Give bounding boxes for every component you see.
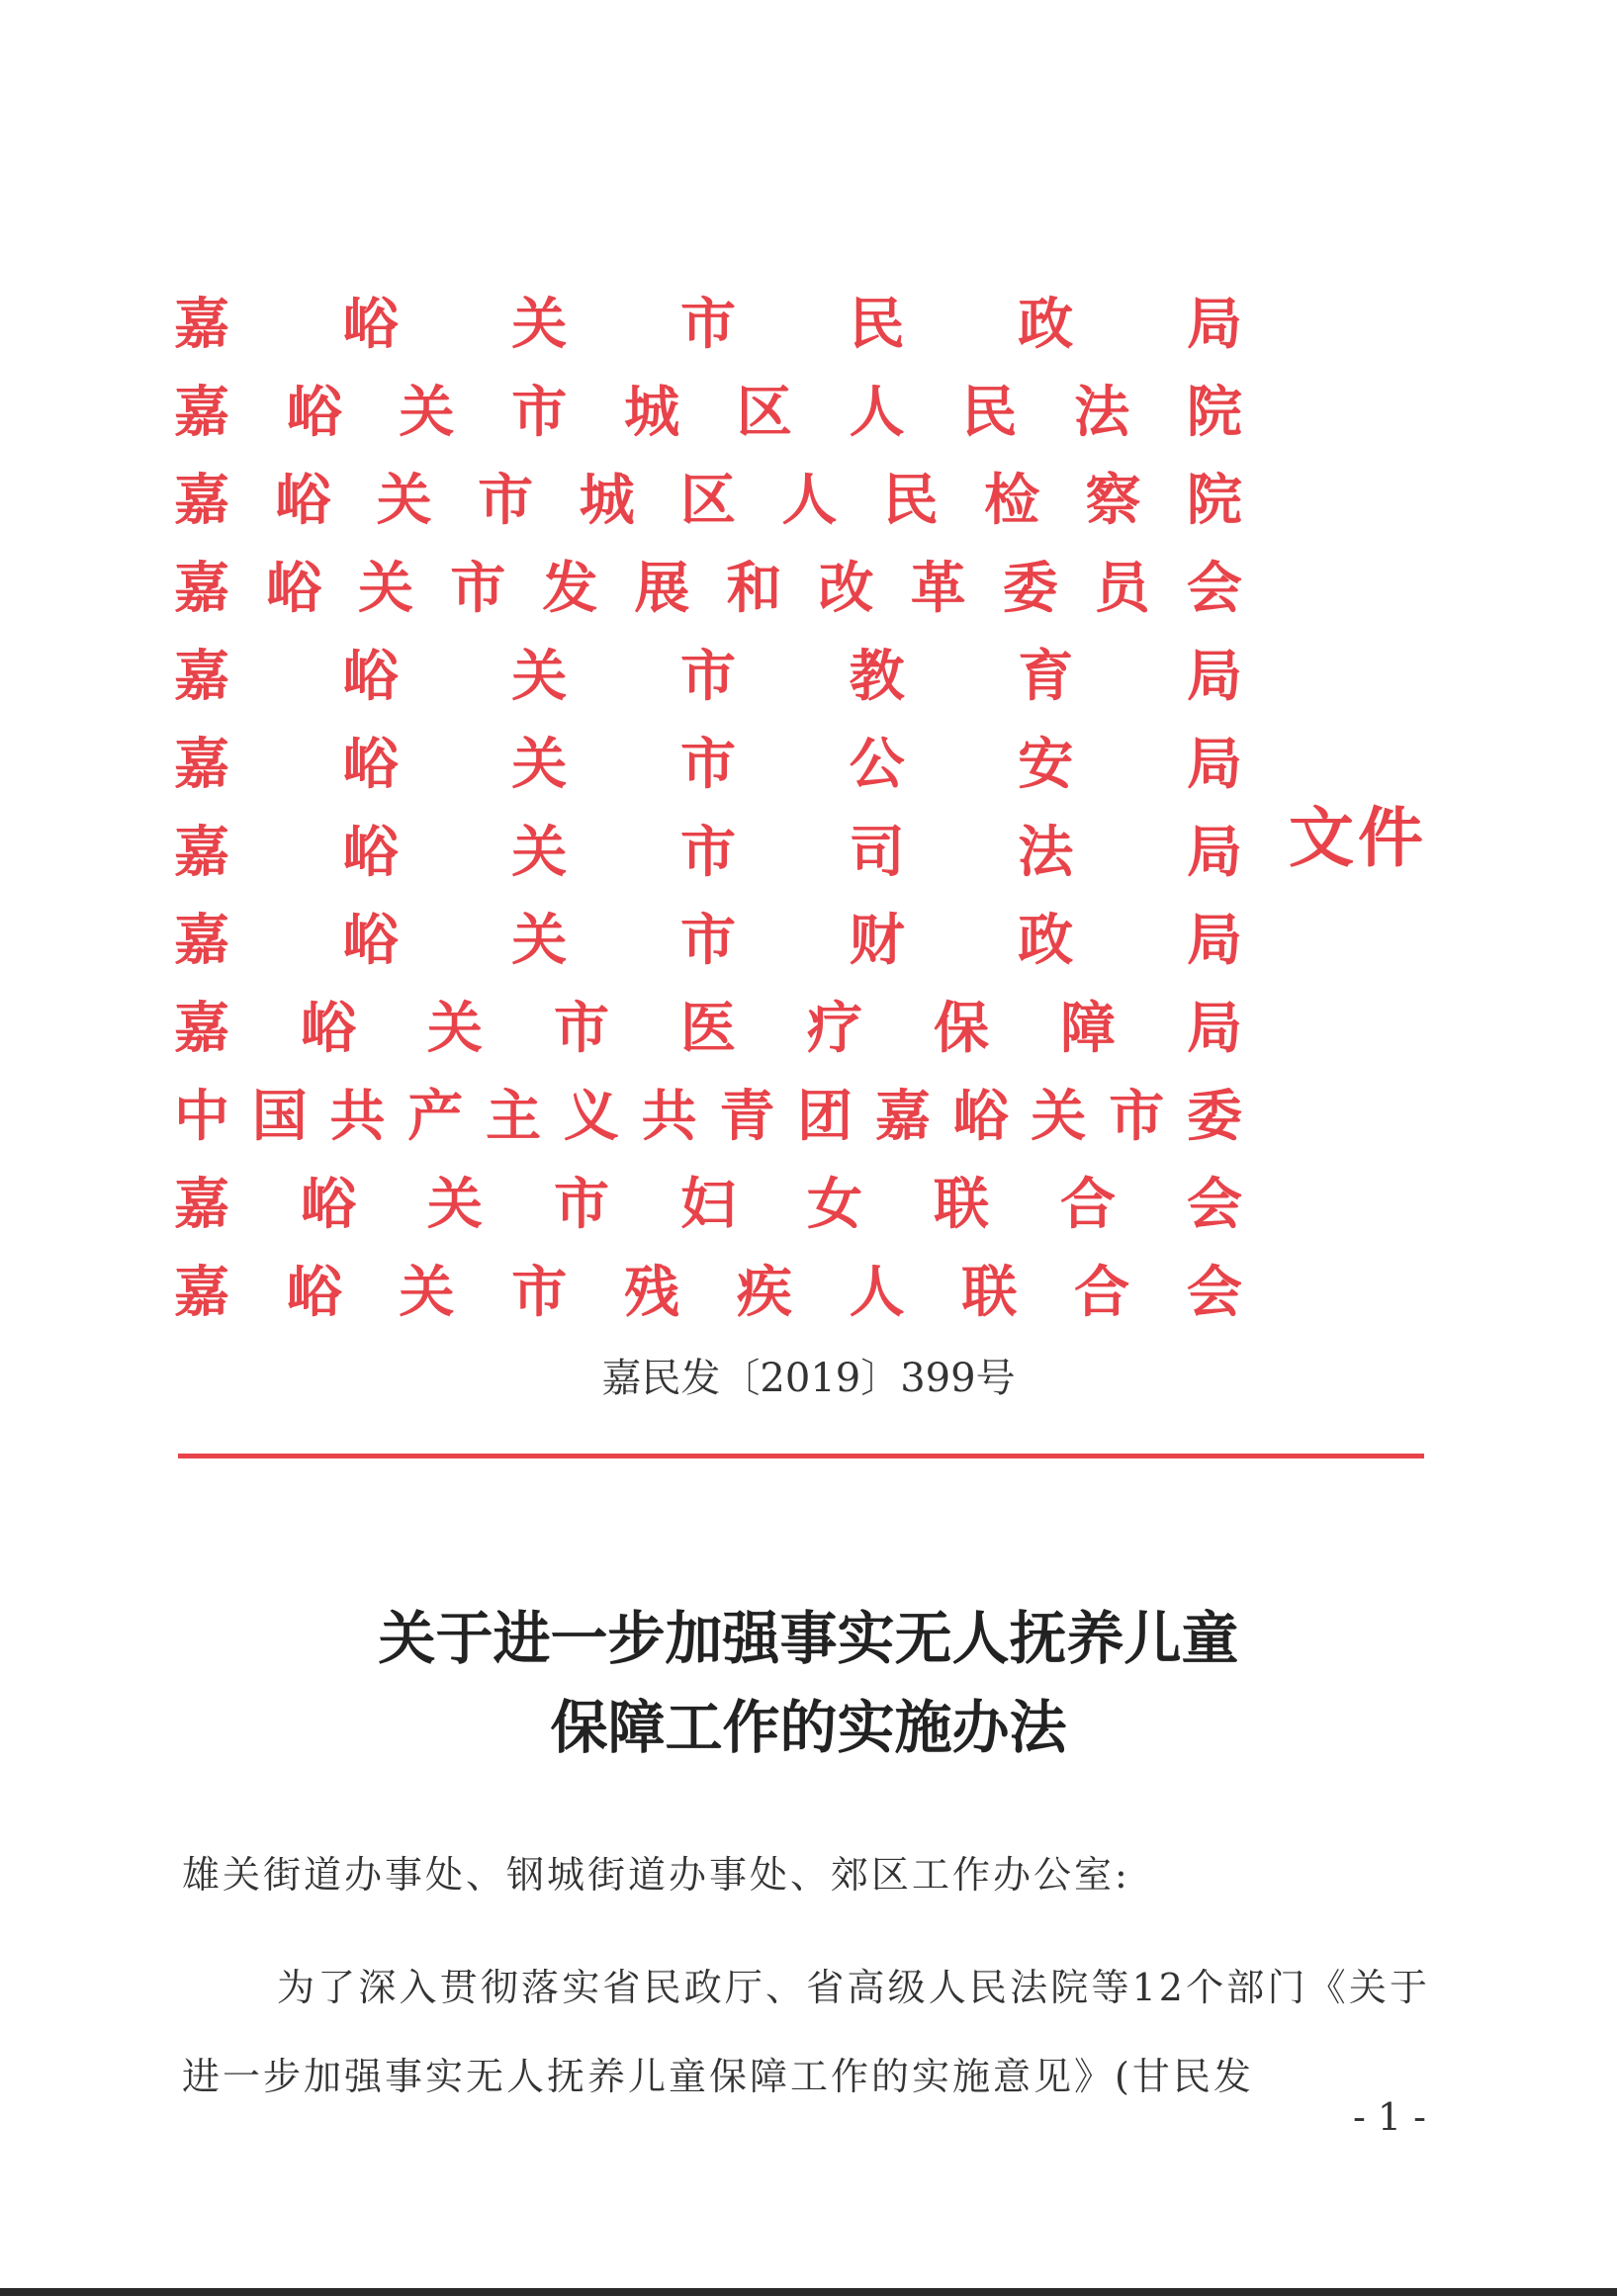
org-char: 市 [511, 1259, 568, 1325]
org-char: 院 [1186, 467, 1242, 533]
org-char: 嘉 [174, 467, 229, 533]
org-char: 人 [849, 379, 905, 445]
org-line [174, 368, 1242, 456]
org-char: 峪 [342, 819, 399, 885]
org-char: 嘉 [174, 291, 229, 357]
org-line [174, 280, 1242, 368]
org-char: 委 [1002, 555, 1058, 621]
org-char: 检 [984, 467, 1040, 533]
org-char: 峪 [286, 379, 342, 445]
org-char: 疾 [736, 1259, 792, 1325]
org-char: 局 [1186, 643, 1242, 709]
org-char: 市 [679, 731, 736, 797]
org-char: 察 [1085, 467, 1141, 533]
org-char: 民 [961, 379, 1018, 445]
org-char: 妇 [680, 1171, 736, 1237]
org-char: 峪 [342, 643, 399, 709]
org-char: 员 [1094, 555, 1150, 621]
org-char: 关 [399, 379, 455, 445]
document-number: 嘉民发〔2019〕399号 [601, 1356, 1016, 1401]
org-char: 人 [849, 1259, 905, 1325]
org-char: 关 [1031, 1083, 1087, 1149]
org-char: 峪 [301, 995, 356, 1061]
org-char: 市 [450, 555, 506, 621]
org-char: 女 [807, 1171, 862, 1237]
org-char: 政 [1018, 907, 1074, 973]
org-char: 障 [1060, 995, 1116, 1061]
org-char: 关 [511, 731, 568, 797]
org-char: 会 [1186, 555, 1242, 621]
org-char: 合 [1060, 1171, 1116, 1237]
org-char: 产 [407, 1083, 464, 1149]
org-char: 嘉 [874, 1083, 931, 1149]
org-line [174, 1072, 1242, 1160]
org-char: 峪 [301, 1171, 356, 1237]
org-char: 局 [1186, 291, 1242, 357]
org-char: 关 [376, 467, 432, 533]
org-char: 疗 [807, 995, 862, 1061]
org-char: 嘉 [174, 731, 229, 797]
org-char: 青 [719, 1083, 775, 1149]
org-char: 医 [680, 995, 736, 1061]
org-line [174, 808, 1242, 896]
org-char: 城 [579, 467, 635, 533]
org-char: 峪 [266, 555, 322, 621]
org-char: 区 [736, 379, 792, 445]
org-line [174, 632, 1242, 720]
org-char: 改 [818, 555, 874, 621]
org-char: 联 [934, 1171, 989, 1237]
org-char: 嘉 [174, 1259, 229, 1325]
org-char: 委 [1186, 1083, 1242, 1149]
org-char: 嘉 [174, 379, 229, 445]
org-char: 市 [478, 467, 534, 533]
org-char: 保 [934, 995, 989, 1061]
org-char: 人 [781, 467, 838, 533]
org-char: 局 [1186, 907, 1242, 973]
org-char: 嘉 [174, 907, 229, 973]
org-char: 国 [251, 1083, 308, 1149]
org-char: 教 [849, 643, 905, 709]
org-char: 关 [511, 291, 568, 357]
org-char: 区 [679, 467, 736, 533]
org-char: 市 [679, 907, 736, 973]
org-char: 司 [849, 819, 905, 885]
org-char: 共 [329, 1083, 386, 1149]
salutation: 雄关街道办事处、钢城街道办事处、郊区工作办公室: [182, 1853, 1130, 1897]
org-line [174, 1160, 1242, 1248]
org-char: 关 [511, 907, 568, 973]
org-line [174, 456, 1242, 544]
org-char: 关 [427, 1171, 483, 1237]
org-char: 合 [1074, 1259, 1130, 1325]
org-char: 局 [1186, 731, 1242, 797]
document-title [0, 1594, 1617, 1772]
org-char: 会 [1187, 1171, 1242, 1237]
org-char: 会 [1186, 1259, 1242, 1325]
org-char: 法 [1074, 379, 1130, 445]
body-paragraph: 为了深入贯彻落实省民政厅、省高级人民法院等12个部门《关于进一步加强事实无人抚养儿童保障工作的实施意见》(甘民发 [182, 1966, 1430, 2098]
org-char: 峪 [275, 467, 331, 533]
org-char: 市 [554, 995, 609, 1061]
org-char: 育 [1018, 643, 1074, 709]
org-char: 市 [511, 379, 568, 445]
org-char: 峪 [286, 1259, 342, 1325]
org-char: 关 [358, 555, 414, 621]
org-char: 局 [1187, 995, 1242, 1061]
org-char: 峪 [342, 731, 399, 797]
scan-bottom-edge [0, 2288, 1617, 2296]
org-char: 嘉 [174, 995, 229, 1061]
org-char: 和 [726, 555, 782, 621]
title-line-2: 保障工作的实施办法 [550, 1694, 1067, 1761]
org-char: 公 [849, 731, 905, 797]
org-line [174, 544, 1242, 632]
org-char: 展 [634, 555, 690, 621]
org-line [174, 984, 1242, 1072]
issuing-organizations [174, 280, 1242, 1336]
org-char: 关 [427, 995, 483, 1061]
org-char: 嘉 [174, 555, 229, 621]
org-char: 院 [1186, 379, 1242, 445]
org-char: 关 [511, 819, 568, 885]
org-char: 政 [1018, 291, 1074, 357]
org-char: 市 [679, 291, 736, 357]
org-char: 城 [624, 379, 680, 445]
org-char: 主 [486, 1083, 542, 1149]
red-divider [178, 1454, 1424, 1458]
org-char: 关 [399, 1259, 455, 1325]
org-char: 义 [563, 1083, 619, 1149]
org-line [174, 720, 1242, 808]
org-char: 财 [849, 907, 905, 973]
title-line-1: 关于进一步加强事实无人抚养儿童 [378, 1605, 1239, 1672]
document-label: 文件 [1289, 799, 1427, 876]
org-char: 发 [542, 555, 598, 621]
org-char: 共 [641, 1083, 697, 1149]
org-char: 峪 [342, 291, 399, 357]
org-char: 嘉 [174, 643, 229, 709]
org-char: 安 [1018, 731, 1074, 797]
org-char: 关 [511, 643, 568, 709]
org-char: 民 [849, 291, 905, 357]
org-char: 峪 [952, 1083, 1009, 1149]
org-char: 中 [174, 1083, 229, 1149]
org-char: 市 [1109, 1083, 1165, 1149]
org-char: 残 [624, 1259, 680, 1325]
org-char: 市 [554, 1171, 609, 1237]
org-char: 民 [882, 467, 939, 533]
org-char: 团 [797, 1083, 853, 1149]
org-char: 法 [1018, 819, 1074, 885]
org-char: 联 [961, 1259, 1018, 1325]
org-char: 嘉 [174, 1171, 229, 1237]
org-char: 市 [679, 643, 736, 709]
org-char: 革 [910, 555, 966, 621]
org-char: 市 [679, 819, 736, 885]
page-number: - 1 - [1353, 2095, 1427, 2139]
org-line [174, 896, 1242, 984]
org-char: 峪 [342, 907, 399, 973]
org-char: 嘉 [174, 819, 229, 885]
org-line [174, 1248, 1242, 1336]
org-char: 局 [1186, 819, 1242, 885]
